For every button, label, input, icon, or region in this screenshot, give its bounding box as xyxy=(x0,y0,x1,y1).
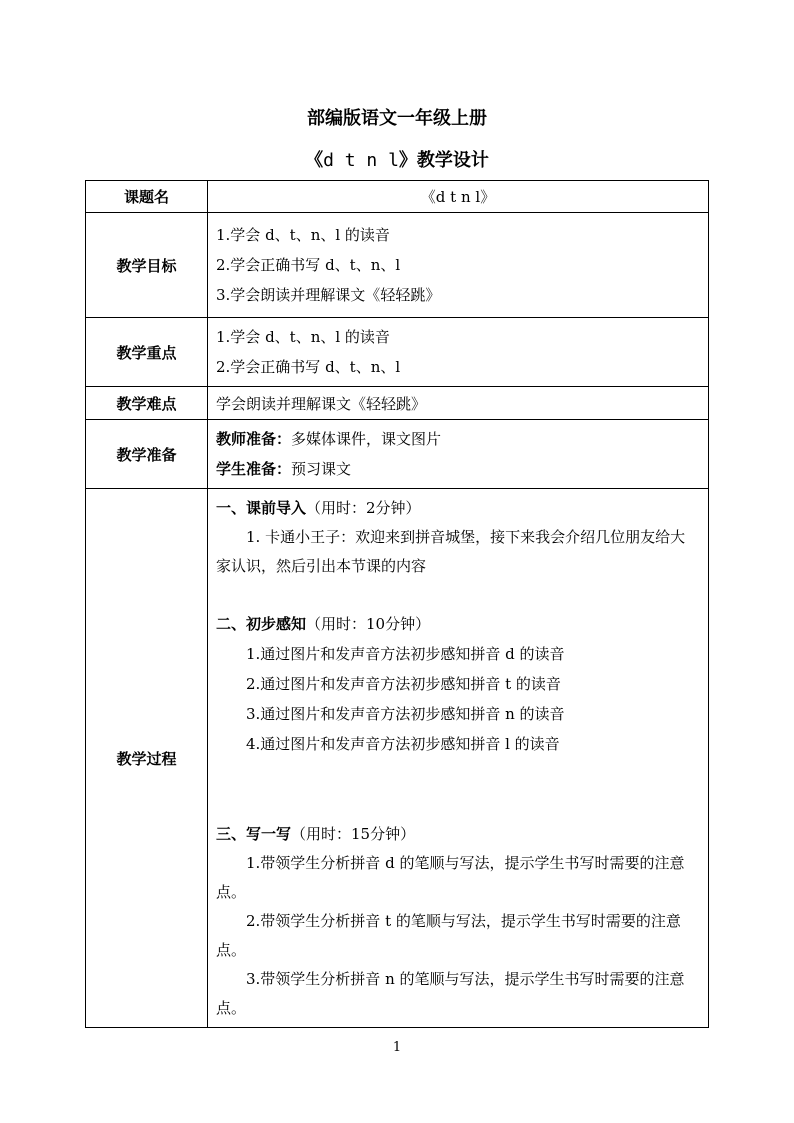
label-goals: 教学目标 xyxy=(86,213,208,318)
process-item: 3.通过图片和发声音方法初步感知拼音 n 的读音 xyxy=(246,705,565,723)
teacher-prep xyxy=(216,424,700,454)
value-prep xyxy=(208,420,709,489)
lesson-plan-table xyxy=(85,180,709,1028)
value-difficulty: 学会朗读并理解课文《轻轻跳》 xyxy=(208,387,709,420)
process-item: 4.通过图片和发声音方法初步感知拼音 l 的读音 xyxy=(246,735,560,753)
process-item: 2.通过图片和发声音方法初步感知拼音 t 的读音 xyxy=(246,675,561,693)
row-goals xyxy=(86,213,709,318)
label-topic: 课题名 xyxy=(86,181,208,213)
subtitle-prefix: 《 xyxy=(305,150,324,171)
value-keypoints xyxy=(208,318,709,387)
spacer xyxy=(216,759,700,819)
goal-item: 2.学会正确书写 d、t、n、l xyxy=(216,256,401,274)
section-time: （用时：10分钟） xyxy=(306,615,431,633)
row-keypoints xyxy=(86,318,709,387)
section-heading xyxy=(216,819,700,849)
section-heading xyxy=(216,609,700,639)
goal-item: 3.学会朗读并理解课文《轻轻跳》 xyxy=(216,286,441,304)
spacer xyxy=(216,581,700,609)
teacher-prep-label: 教师准备： xyxy=(216,430,292,448)
subtitle-letters: d t n l xyxy=(323,150,399,171)
goal-item: 1.学会 d、t、n、l 的读音 xyxy=(216,226,390,244)
subtitle-suffix: 》教学设计 xyxy=(398,150,489,171)
section-title: 一、课前导入 xyxy=(216,499,307,517)
student-prep-value: 预习课文 xyxy=(291,460,352,478)
value-goals xyxy=(208,213,709,318)
section-time: （用时：15分钟） xyxy=(291,825,416,843)
label-process: 教学过程 xyxy=(86,489,208,1028)
keypoint-item: 1.学会 d、t、n、l 的读音 xyxy=(216,328,390,346)
process-item: 1. 卡通小王子：欢迎来到拼音城堡，接下来我会介绍几位朋友给大家认识，然后引出本节课的内容 xyxy=(216,528,686,575)
page-number: 1 xyxy=(392,1040,402,1055)
process-item: 1.带领学生分析拼音 d 的笔顺与写法，提示学生书写时需要的注意点。 xyxy=(216,854,685,901)
section-heading xyxy=(216,493,700,523)
row-process xyxy=(86,489,709,1028)
row-topic xyxy=(86,181,709,213)
document-title: 部编版语文一年级上册 xyxy=(307,108,487,129)
student-prep xyxy=(216,454,700,484)
value-topic: 《d t n l》 xyxy=(208,181,709,213)
section-time: （用时：2分钟） xyxy=(306,499,421,517)
label-keypoints: 教学重点 xyxy=(86,318,208,387)
student-prep-label: 学生准备： xyxy=(216,460,292,478)
section-title: 二、初步感知 xyxy=(216,615,307,633)
label-difficulty: 教学难点 xyxy=(86,387,208,420)
document-subtitle xyxy=(0,146,794,172)
row-difficulty xyxy=(86,387,709,420)
process-item: 3.带领学生分析拼音 n 的笔顺与写法，提示学生书写时需要的注意点。 xyxy=(216,970,685,1017)
label-prep: 教学准备 xyxy=(86,420,208,489)
keypoint-item: 2.学会正确书写 d、t、n、l xyxy=(216,358,401,376)
section-title: 三、写一写 xyxy=(216,825,292,843)
row-prep xyxy=(86,420,709,489)
teacher-prep-value: 多媒体课件，课文图片 xyxy=(291,430,442,448)
process-item: 1.通过图片和发声音方法初步感知拼音 d 的读音 xyxy=(246,645,565,663)
process-item: 2.带领学生分析拼音 t 的笔顺与写法，提示学生书写时需要的注意点。 xyxy=(216,912,681,959)
value-process xyxy=(208,489,709,1028)
